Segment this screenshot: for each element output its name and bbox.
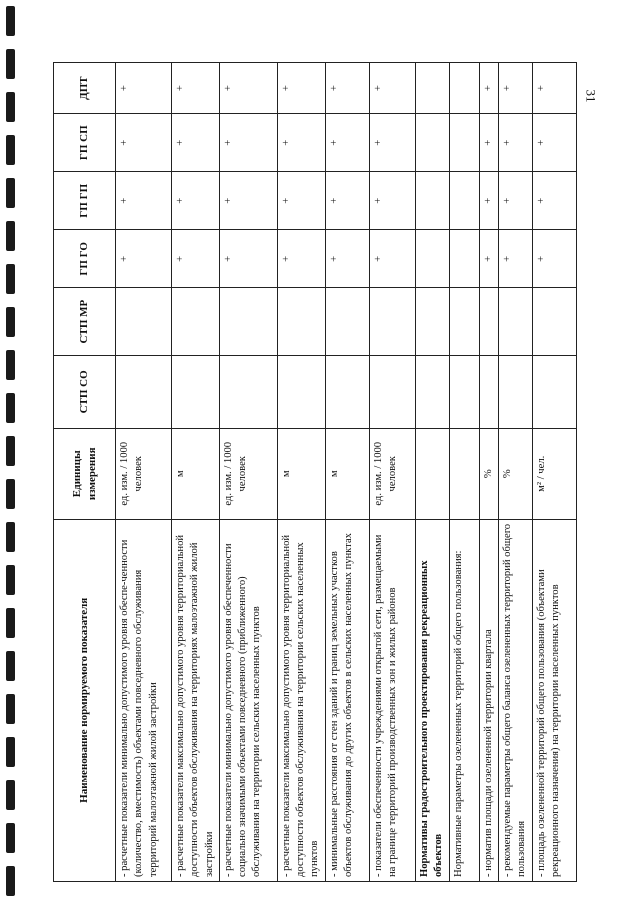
binding-hole [6, 264, 15, 294]
header-dpt: ДПТ [54, 63, 116, 114]
row-name: - расчетные показатели минимально допустимого уровня обеспе-ченности (количество, вместимость) объектами повседневного обслуживания территорий малоэтажной жилой застройки [116, 519, 172, 881]
row-mark [415, 114, 449, 172]
row-mark: + [219, 63, 277, 114]
row-mark [449, 355, 479, 428]
table-row [499, 63, 533, 882]
row-mark [532, 288, 576, 355]
binding-hole [6, 565, 15, 595]
row-mark [415, 355, 449, 428]
binding-hole [6, 694, 15, 724]
row-mark [369, 288, 415, 355]
row-mark: + [325, 230, 369, 288]
table-row [325, 63, 369, 882]
row-mark: + [479, 230, 498, 288]
row-mark: + [369, 172, 415, 230]
binding-hole [6, 6, 15, 36]
binding-hole [6, 135, 15, 165]
row-mark [116, 355, 172, 428]
header-stp-mr: СТП МР [54, 288, 116, 355]
binding-hole [6, 866, 15, 896]
table-row [277, 63, 325, 882]
row-name: - рекомендуемые параметры общего баланса озелененных территорий общего пользования [499, 519, 533, 881]
row-mark [277, 288, 325, 355]
binding-hole [6, 178, 15, 208]
binding-hole [6, 522, 15, 552]
row-mark [172, 355, 220, 428]
binding-hole [6, 737, 15, 767]
row-mark [449, 172, 479, 230]
row-name: - расчетные показатели минимально допустимого уровня обеспеченности социально значимыми объектами повседневного (приближенного) обслуживания на территории сельских населенных пунктов [219, 519, 277, 881]
header-gp-go: ГП ГО [54, 230, 116, 288]
row-unit: % [479, 428, 498, 519]
row-mark: + [116, 63, 172, 114]
row-mark: + [219, 230, 277, 288]
row-mark [479, 288, 498, 355]
row-mark: + [479, 114, 498, 172]
table-row [172, 63, 220, 882]
row-mark: + [499, 114, 533, 172]
table-row [479, 63, 498, 882]
binding-hole [6, 436, 15, 466]
row-mark: + [277, 114, 325, 172]
row-name: - минимальные расстояния от стен зданий и границ земельных участков объектов обслуживания до других объектов в сельских населенных пунктах [325, 519, 369, 881]
row-name: - площадь озелененной территорий общего пользования (объектами рекреационного назначения) на территории населенных пунктов [532, 519, 576, 881]
table-row [449, 63, 479, 882]
row-unit [415, 428, 449, 519]
binding-hole [6, 780, 15, 810]
row-mark [277, 355, 325, 428]
row-mark: + [219, 114, 277, 172]
row-mark [369, 355, 415, 428]
row-mark: + [277, 172, 325, 230]
table-header-row [54, 63, 116, 882]
row-unit: % [499, 428, 533, 519]
row-mark: + [479, 172, 498, 230]
row-unit: ед. изм. / 1000 человек [116, 428, 172, 519]
binding-hole [6, 608, 15, 638]
row-mark: + [532, 63, 576, 114]
page-number: 31 [583, 89, 599, 103]
row-name: - расчетные показатели максимально допустимого уровня территориальной доступности объектов обслуживания на территориях малоэтажной жилой застройки [172, 519, 220, 881]
row-mark: + [499, 172, 533, 230]
row-mark [415, 288, 449, 355]
row-mark [219, 355, 277, 428]
row-mark [415, 63, 449, 114]
row-mark [219, 288, 277, 355]
row-mark: + [325, 114, 369, 172]
row-mark [325, 355, 369, 428]
row-mark: + [172, 172, 220, 230]
row-mark: + [532, 172, 576, 230]
row-mark: + [116, 172, 172, 230]
row-mark [499, 288, 533, 355]
row-mark: + [172, 114, 220, 172]
rotated-table-container [53, 62, 573, 882]
row-mark [172, 288, 220, 355]
row-mark: + [499, 63, 533, 114]
row-mark: + [499, 230, 533, 288]
row-unit: м [172, 428, 220, 519]
binding-hole [6, 49, 15, 79]
row-name: Нормативные параметры озелененных территорий общего пользования: [449, 519, 479, 881]
row-mark [499, 355, 533, 428]
row-mark [449, 288, 479, 355]
row-unit [449, 428, 479, 519]
row-mark: + [369, 230, 415, 288]
row-mark: + [172, 63, 220, 114]
row-mark: + [116, 114, 172, 172]
binding-hole [6, 823, 15, 853]
row-mark [449, 230, 479, 288]
binding-hole [6, 221, 15, 251]
binding-hole [6, 92, 15, 122]
row-name: - расчетные показатели максимально допустимого уровня территориальной доступности объектов обслуживания на территории сельских населенных пунктов [277, 519, 325, 881]
binding-hole [6, 651, 15, 681]
table-row [369, 63, 415, 882]
row-mark [415, 172, 449, 230]
row-unit: м [325, 428, 369, 519]
norms-table [53, 62, 577, 882]
table-row [116, 63, 172, 882]
row-mark: + [532, 230, 576, 288]
row-mark [532, 355, 576, 428]
binding-hole [6, 393, 15, 423]
row-name: Нормативы градостроительного проектирования рекреационных объектов [415, 519, 449, 881]
binding-hole [6, 350, 15, 380]
row-name: - норматив площади озелененной территории квартала [479, 519, 498, 881]
row-mark [116, 288, 172, 355]
row-unit: м² / чел. [532, 428, 576, 519]
row-mark: + [325, 172, 369, 230]
header-unit: Единицы измерения [54, 428, 116, 519]
row-unit: ед. изм. / 1000 человек [219, 428, 277, 519]
header-name: Наименование нормируемого показателя [54, 519, 116, 881]
row-mark: + [369, 63, 415, 114]
table-row [219, 63, 277, 882]
row-mark: + [277, 63, 325, 114]
row-mark: + [219, 172, 277, 230]
header-gp-sp: ГП СП [54, 114, 116, 172]
row-mark: + [369, 114, 415, 172]
binding-strip [6, 0, 20, 905]
binding-hole [6, 307, 15, 337]
row-mark: + [325, 63, 369, 114]
row-name: - показатели обеспеченности учреждениями открытой сети, размещаемыми на границе территорий производственных зон и жилых районов [369, 519, 415, 881]
row-mark [479, 355, 498, 428]
row-mark: + [277, 230, 325, 288]
row-mark [449, 114, 479, 172]
table-row [415, 63, 449, 882]
row-mark: + [479, 63, 498, 114]
row-mark [449, 63, 479, 114]
table-row [532, 63, 576, 882]
row-unit: ед. изм. / 1000 человек [369, 428, 415, 519]
header-gp-gp: ГП ГП [54, 172, 116, 230]
row-mark: + [532, 114, 576, 172]
row-mark: + [172, 230, 220, 288]
row-mark: + [116, 230, 172, 288]
header-stp-so: СТП СО [54, 355, 116, 428]
row-mark [325, 288, 369, 355]
row-mark [415, 230, 449, 288]
binding-hole [6, 479, 15, 509]
row-unit: м [277, 428, 325, 519]
